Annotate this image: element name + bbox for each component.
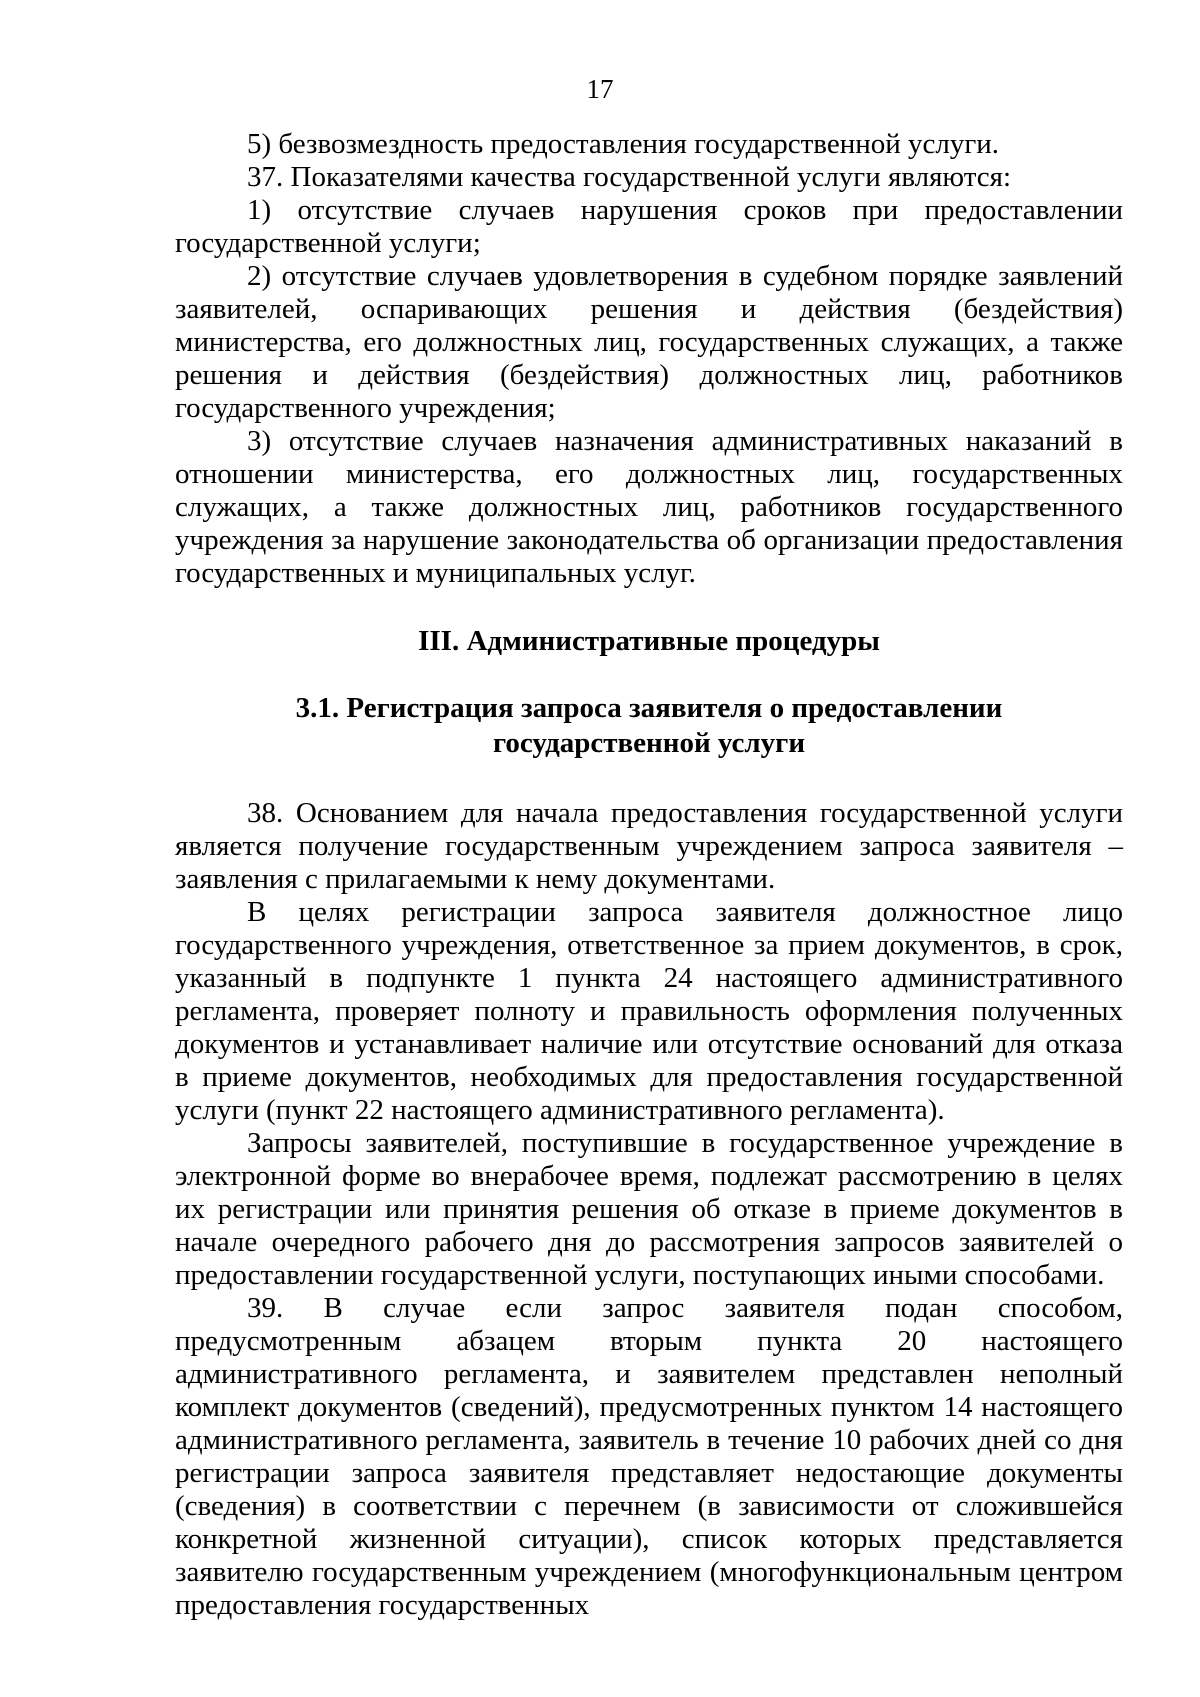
paragraph-39: 39. В случае если запрос заявителя подан способом, предусмотренным абзацем вторым пункта 20 настоящего административного регламента, и заявителем представлен неполный комплект документов (сведений), предусмотренных пунктом 14 настоящего административного регламента, заявитель в течение 10 рабочих дней со дня регистрации запроса заявителя представляет недостающие документы (сведения) в соответствии с перечнем (в зависимости от сложившейся конкретной жизненной ситуации), список которых представляется заявителю государственным учреждением (многофункциональным центром предоставления государственных <box>175 1292 1123 1621</box>
subsection-heading-line-1: 3.1. Регистрация запроса заявителя о предоставлении <box>295 692 1003 724</box>
list-item-2: 2) отсутствие случаев удовлетворения в судебном порядке заявлений заявителей, оспаривающих решения и действия (бездействия) министерства, его должностных лиц, государственных служащих, а также решения и действия (бездействия) должностных лиц, работников государственного учреждения; <box>175 260 1123 424</box>
paragraph-38: 38. Основанием для начала предоставления государственной услуги является получение государственным учреждением запроса заявителя – заявления с прилагаемыми к нему документами. <box>175 797 1123 895</box>
section-heading: III. Административные процедуры <box>418 625 880 657</box>
paragraph-37: 37. Показателями качества государственной услуги являются: <box>247 161 1012 193</box>
list-item-5: 5) безвозмездность предоставления государственной услуги. <box>247 128 1000 160</box>
list-item-3: 3) отсутствие случаев назначения административных наказаний в отношении министерства, его должностных лиц, государственных служащих, а также должностных лиц, работников государственного учреждения за нарушение законодательства об организации предоставления государственных и муниципальных услуг. <box>175 425 1123 589</box>
subsection-heading-line-2: государственной услуги <box>492 727 806 759</box>
paragraph-electronic-requests: Запросы заявителей, поступившие в государственное учреждение в электронной форме во внерабочее время, подлежат рассмотрению в целях их регистрации или принятия решения об отказе в приеме документов в начале очередного рабочего дня до рассмотрения запросов заявителей о предоставлении государственной услуги, поступающих иными способами. <box>175 1127 1123 1291</box>
document-body <box>175 128 1123 1622</box>
page-number: 17 <box>586 74 614 104</box>
subsection-heading <box>175 691 1123 761</box>
paragraph-registration: В целях регистрации запроса заявителя должностное лицо государственного учреждения, ответственное за прием документов, в срок, указанный в подпункте 1 пункта 24 настоящего административного регламента, проверяет полноту и правильность оформления полученных документов и устанавливает наличие или отсутствие оснований для отказа в приеме документов, необходимых для предоставления государственной услуги (пункт 22 настоящего административного регламента). <box>175 896 1123 1126</box>
list-item-1: 1) отсутствие случаев нарушения сроков при предоставлении государственной услуги; <box>175 194 1123 259</box>
